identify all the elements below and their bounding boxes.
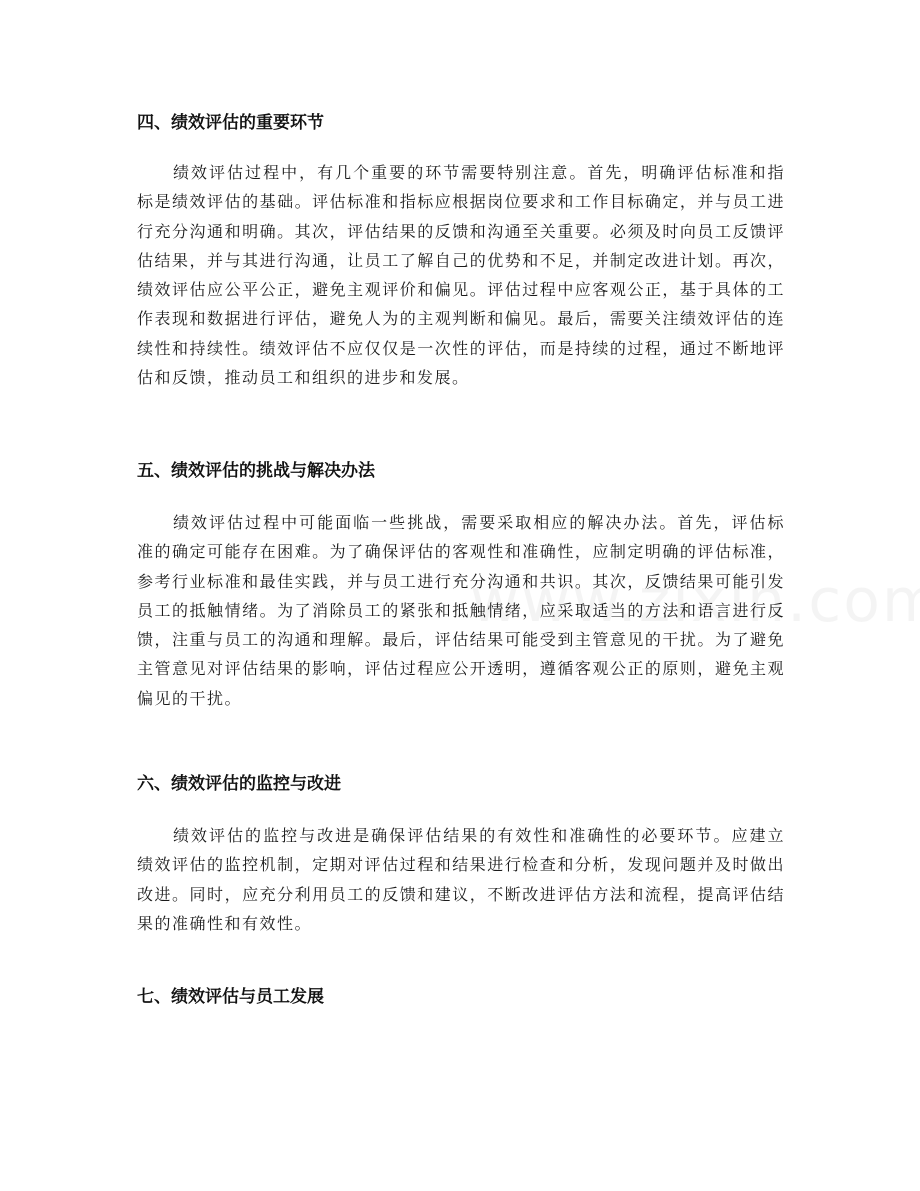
section-4-heading: 四、绩效评估的重要环节 bbox=[137, 113, 324, 133]
section-4-paragraph: 绩效评估过程中，有几个重要的环节需要特别注意。首先，明确评估标准和指标是绩效评估的基础。评估标准和指标应根据岗位要求和工作目标确定，并与员工进行充分沟通和明确。其次，评估结果的反馈和沟通至关重要。必须及时向员工反馈评估结果，并与其进行沟通，让员工了解自己的优势和不足，并制定改进计划。再次，绩效评估应公平公正，避免主观评价和偏见。评估过程中应客观公正，基于具体的工作表现和数据进行评估，避免人为的主观判断和偏见。最后，需要关注绩效评估的连续性和持续性。绩效评估不应仅仅是一次性的评估，而是持续的过程，通过不断地评估和反馈，推动员工和组织的进步和发展。 bbox=[137, 163, 785, 388]
section-6-paragraph: 绩效评估的监控与改进是确保评估结果的有效性和准确性的必要环节。应建立绩效评估的监控机制，定期对评估过程和结果进行检查和分析，发现问题并及时做出改进。同时，应充分利用员工的反馈和建议，不断改进评估方法和流程，提高评估结果的准确性和有效性。 bbox=[137, 826, 785, 933]
section-7-heading: 七、绩效评估与员工发展 bbox=[137, 987, 324, 1007]
section-5-paragraph: 绩效评估过程中可能面临一些挑战，需要采取相应的解决办法。首先，评估标准的确定可能存在困难。为了确保评估的客观性和准确性，应制定明确的评估标准，参考行业标准和最佳实践，并与员工进行充分沟通和共识。其次，反馈结果可能引发员工的抵触情绪。为了消除员工的紧张和抵触情绪，应采取适当的方法和语言进行反馈，注重与员工的沟通和理解。最后，评估结果可能受到主管意见的干扰。为了避免主管意见对评估结果的影响，评估过程应公开透明，遵循客观公正的原则，避免主观偏见的干扰。 bbox=[137, 513, 785, 708]
section-6-heading: 六、绩效评估的监控与改进 bbox=[137, 774, 341, 794]
section-5-heading: 五、绩效评估的挑战与解决办法 bbox=[137, 461, 375, 481]
